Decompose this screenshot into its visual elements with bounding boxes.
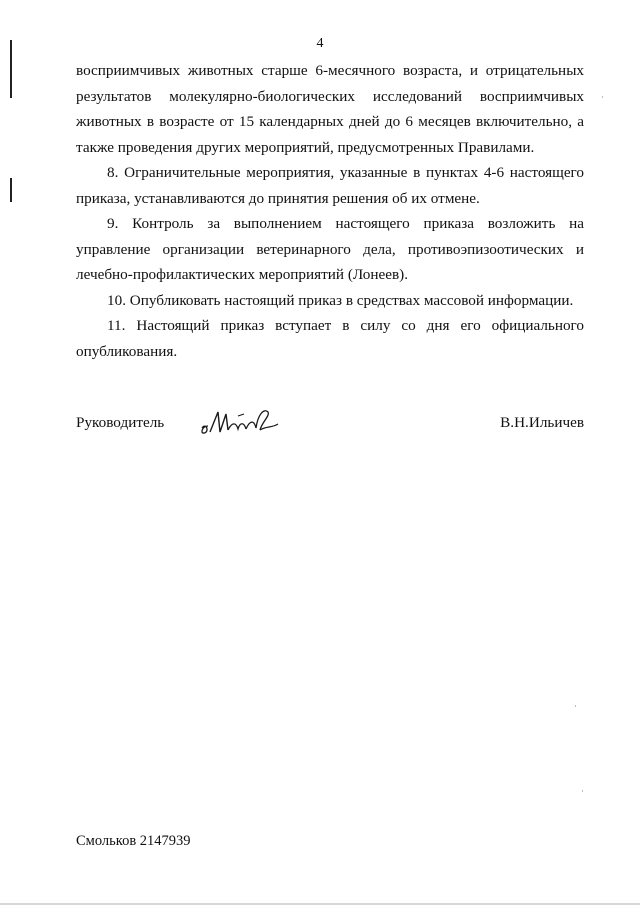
signature-block [76,414,584,454]
scan-dust-mark [582,790,583,792]
paragraph-continuation: восприимчивых животных старше 6-месячного возраста, и отрицательных результатов молекулярно-биологических исследований восприимчивых животных в возрасте от 15 календарных дней до 6 месяцев включительно, а также проведения других мероприятий, предусмотренных Правилами. [76,62,584,156]
document-body [76,58,584,364]
executor-note: Смольков 2147939 [76,833,191,849]
signatory-title: Руководитель [76,414,165,431]
paragraph-item-8: 8. Ограничительные мероприятия, указанные в пунктах 4-6 настоящего приказа, устанавливаются до принятия решения об их отмене. [76,164,584,207]
handwritten-signature [198,402,288,442]
signatory-name: В.Н.Ильичев [500,414,584,431]
page-number: 4 [316,36,324,51]
scan-dust-mark [575,705,576,707]
scan-dust-mark [602,96,603,98]
paragraph-item-10: 10. Опубликовать настоящий приказ в средствах массовой информации. [107,291,574,309]
scan-margin-mark [10,178,12,202]
paragraph-item-11: 11. Настоящий приказ вступает в силу со дня его официального опубликования. [76,317,584,360]
paragraph-item-9: 9. Контроль за выполнением настоящего приказа возложить на управление организации ветеринарного дела, противоэпизоотических и лечебно-профилактических мероприятий (Лонеев). [76,215,584,283]
